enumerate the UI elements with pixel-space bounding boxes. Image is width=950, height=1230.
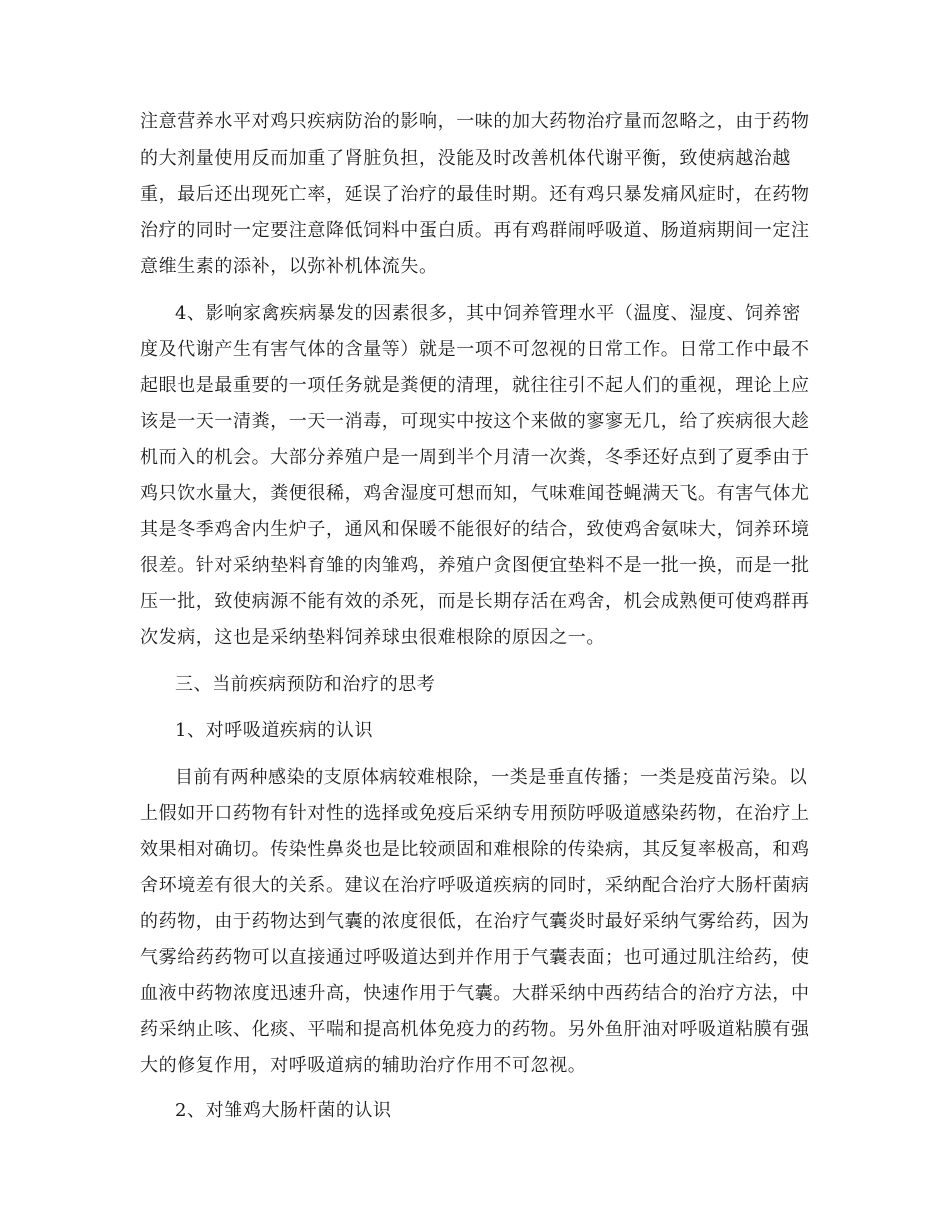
text-line: 气雾给药药物可以直接通过呼吸道达到并作用于气囊表面；也可通过肌注给药，使: [140, 947, 810, 968]
text-line: 鸡只饮水量大，粪便很稀，鸡舍湿度可想而知，气味难闻苍蝇满天飞。有害气体尤: [140, 483, 810, 504]
subsection-heading: 1、对呼吸道疾病的认识: [175, 720, 374, 741]
text-line: 上假如开口药物有针对性的选择或免疫后采纳专用预防呼吸道感染药物，在治疗上: [140, 803, 810, 824]
text-line: 次发病，这也是采纳垫料饲养球虫很难根除的原因之一。: [140, 627, 605, 648]
text-line: 大的修复作用，对呼吸道病的辅助治疗作用不可忽视。: [140, 1055, 587, 1076]
text-line: 机而入的机会。大部分养殖户是一周到半个月清一次粪，冬季还好点到了夏季由于: [140, 447, 810, 468]
text-line: 注意营养水平对鸡只疾病防治的影响，一味的加大药物治疗量而忽略之，由于药物: [140, 111, 810, 132]
text-line: 血液中药物浓度迅速升高，快速作用于气囊。大群采纳中西药结合的治疗方法，中: [140, 983, 810, 1004]
text-line: 的药物，由于药物达到气囊的浓度很低，在治疗气囊炎时最好采纳气雾给药，因为: [140, 911, 810, 932]
text-line: 治疗的同时一定要注意降低饲料中蛋白质。再有鸡群闹呼吸道、肠道病期间一定注: [140, 220, 810, 241]
text-line: 度及代谢产生有害气体的含量等）就是一项不可忽视的日常工作。日常工作中最不: [140, 339, 810, 360]
text-line: 药采纳止咳、化痰、平喘和提高机体免疫力的药物。另外鱼肝油对呼吸道粘膜有强: [140, 1019, 810, 1040]
text-line: 重，最后还出现死亡率，延误了治疗的最佳时期。还有鸡只暴发痛风症时，在药物: [140, 184, 810, 205]
text-line: 起眼也是最重要的一项任务就是粪便的清理，就往往引不起人们的重视，理论上应: [140, 375, 810, 396]
text-line: 舍环境差有很大的关系。建议在治疗呼吸道疾病的同时，采纳配合治疗大肠杆菌病: [140, 875, 810, 896]
text-line: 其是冬季鸡舍内生炉子，通风和保暖不能很好的结合，致使鸡舍氨味大，饲养环境: [140, 519, 810, 540]
text-line: 的大剂量使用反而加重了肾脏负担，没能及时改善机体代谢平衡，致使病越治越: [140, 148, 791, 169]
text-line: 压一批，致使病源不能有效的杀死，而是长期存活在鸡舍，机会成熟便可使鸡群再: [140, 591, 810, 612]
paragraph-start-line: 目前有两种感染的支原体病较难根除，一类是垂直传播；一类是疫苗污染。以: [175, 767, 808, 788]
text-line: 意维生素的添补，以弥补机体流失。: [140, 256, 438, 277]
text-line: 该是一天一清粪，一天一消毒，可现实中按这个来做的寥寥无几，给了疾病很大趁: [140, 411, 810, 432]
subsection-heading: 2、对雏鸡大肠杆菌的认识: [175, 1100, 392, 1121]
paragraph-start-line: 4、影响家禽疾病暴发的因素很多，其中饲养管理水平（温度、湿度、饲养密: [175, 303, 801, 324]
section-heading: 三、当前疾病预防和治疗的思考: [175, 674, 436, 695]
text-line: 很差。针对采纳垫料育雏的肉雏鸡，养殖户贪图便宜垫料不是一批一换，而是一批: [140, 555, 810, 576]
text-line: 效果相对确切。传染性鼻炎也是比较顽固和难根除的传染病，其反复率极高，和鸡: [140, 839, 810, 860]
